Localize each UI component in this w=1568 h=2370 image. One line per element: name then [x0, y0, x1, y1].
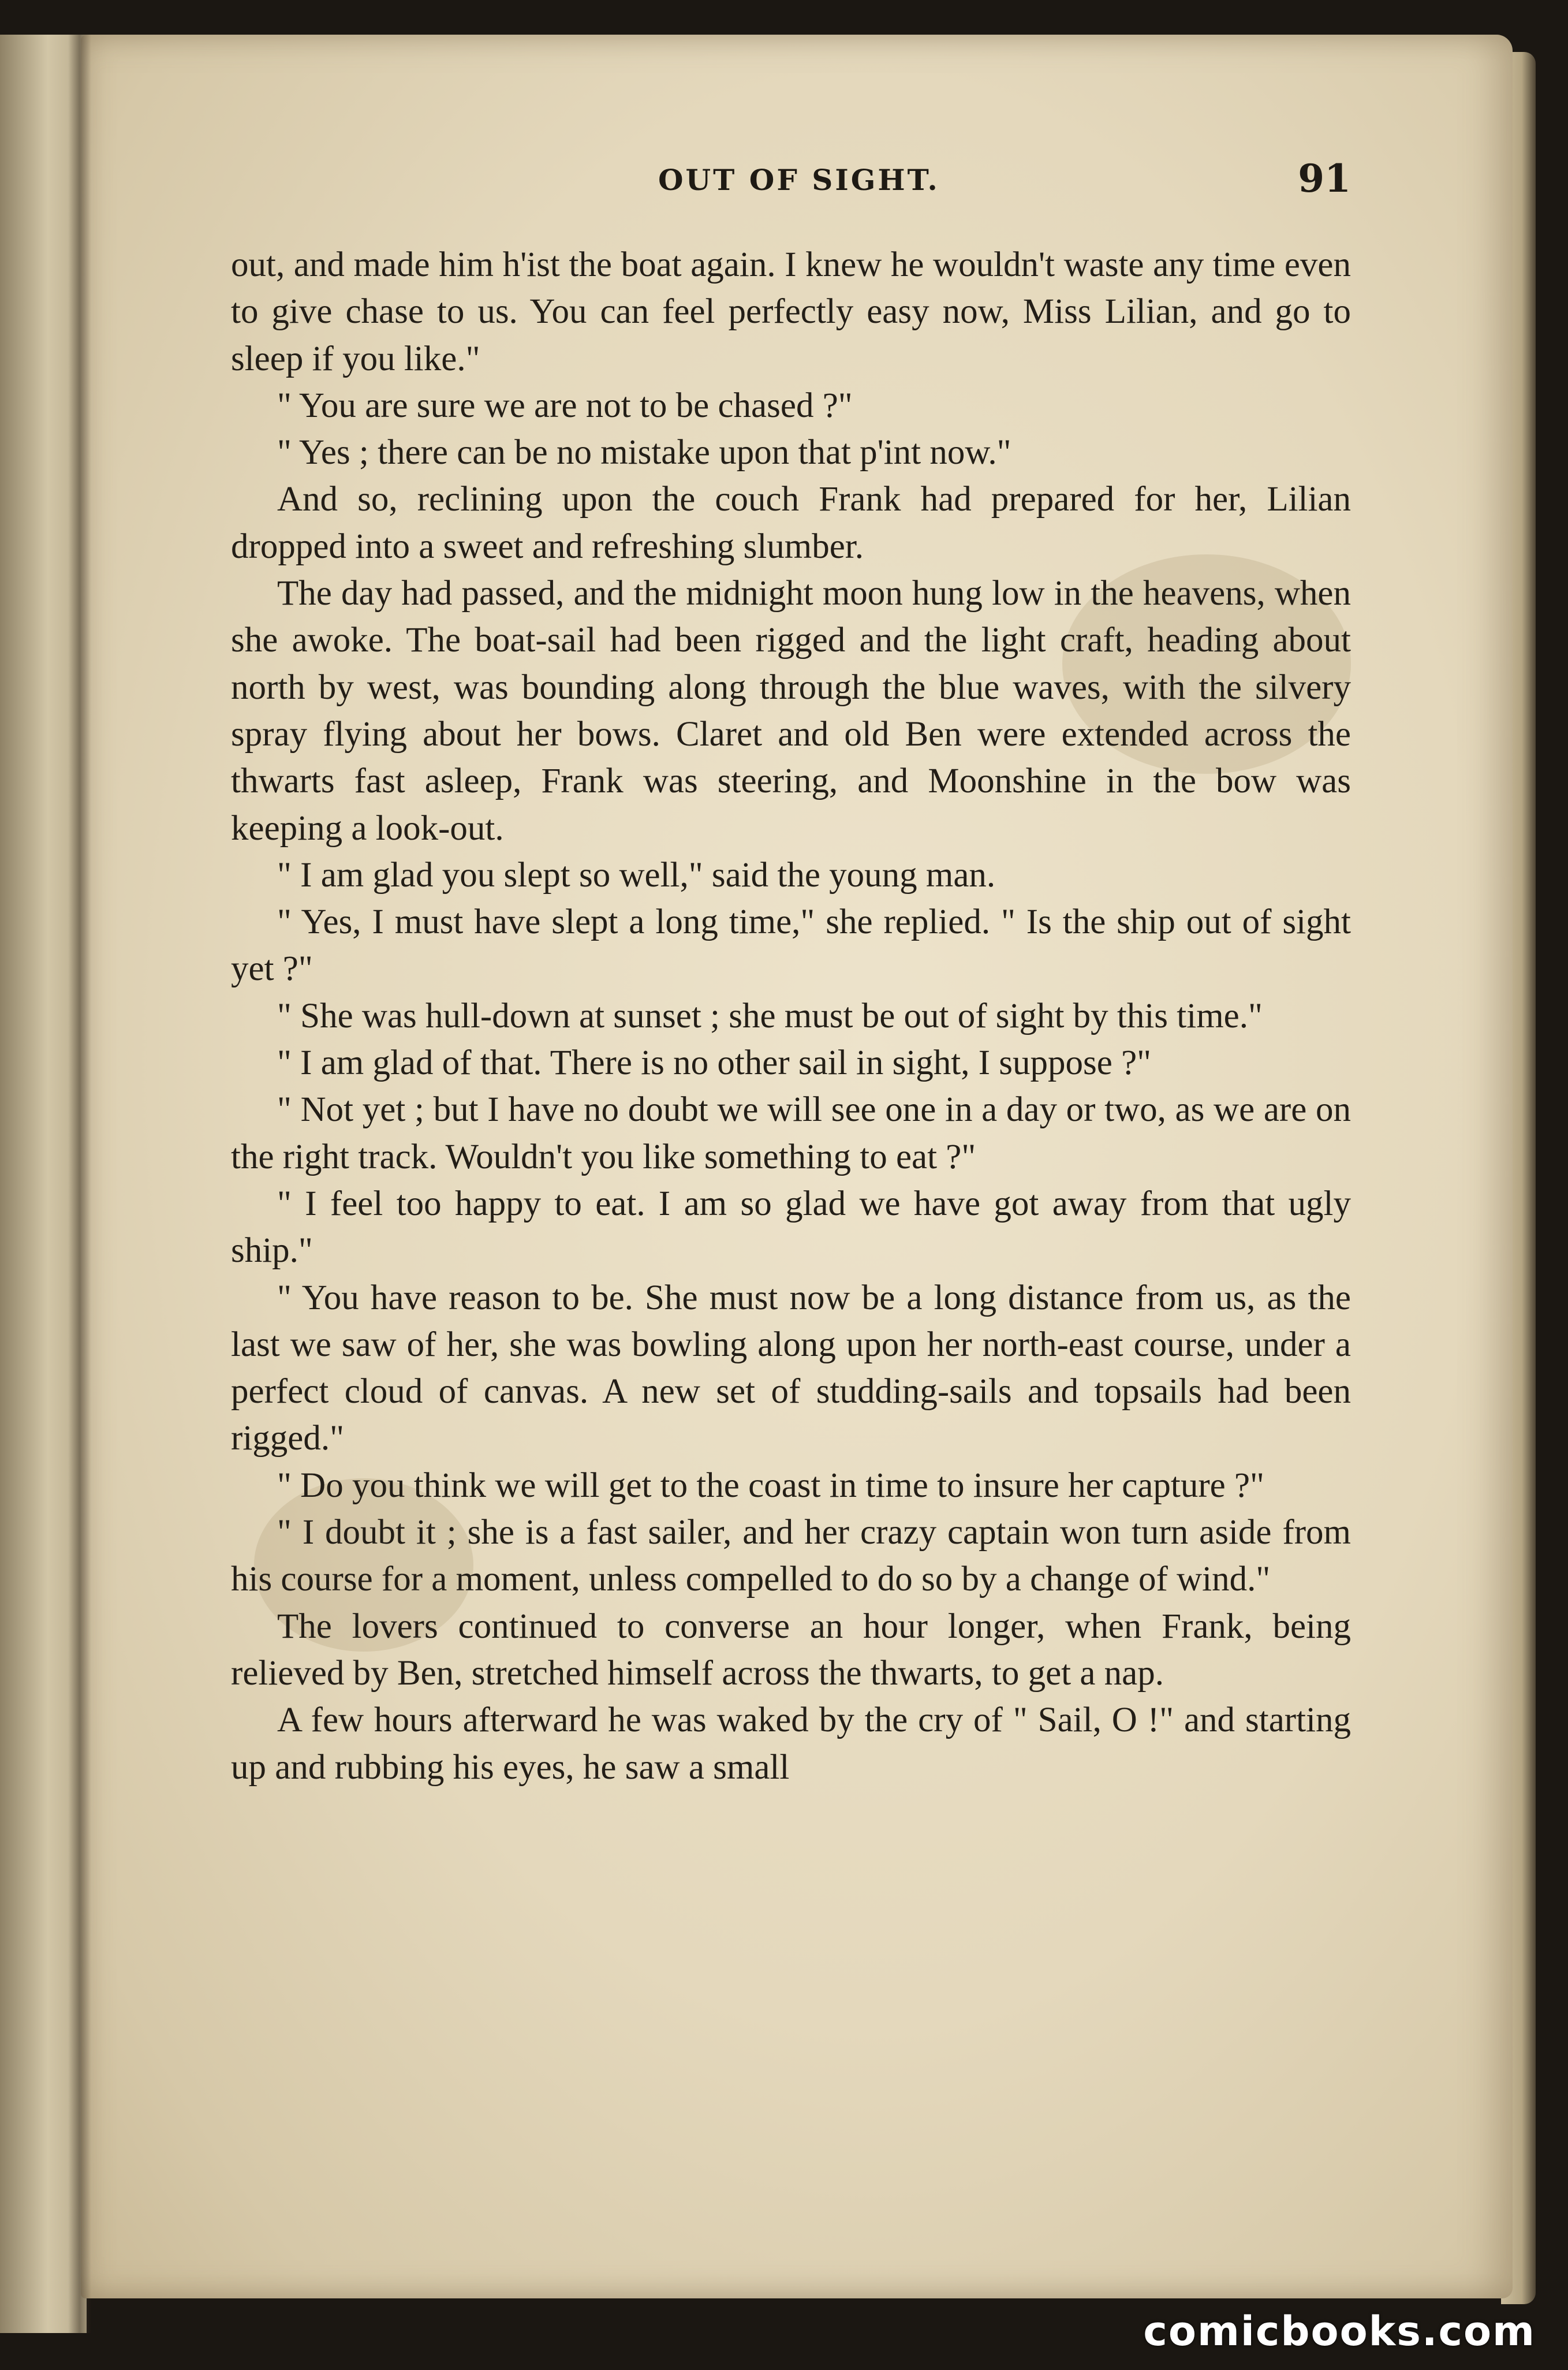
paragraph: out, and made him h'ist the boat again. I knew he wouldn't waste any time even to give chase to us. You can feel perfectly easy now, Miss Lilian, and go to sleep if you like." [231, 245, 1351, 378]
paragraph: A few hours afterward he was waked by the cry of " Sail, O !" and starting up and rubbing his eyes, he saw a small [231, 1701, 1351, 1787]
paragraph: And so, reclining upon the couch Frank had prepared for her, Lilian dropped into a sweet and refreshing slumber. [231, 480, 1351, 566]
running-head: OUT OF SIGHT. [658, 163, 940, 197]
paragraph: " I feel too happy to eat. I am so glad we have got away from that ugly ship." [231, 1184, 1351, 1270]
paragraph: " She was hull-down at sunset ; she must be out of sight by this time." [277, 996, 1263, 1035]
paragraph: " Yes ; there can be no mistake upon that p'int now." [277, 433, 1011, 472]
page-header [231, 156, 1351, 208]
paragraph: " You have reason to be. She must now be a long distance from us, as the last we saw of her, she was bowling along upon her north-east course, under a perfect cloud of canvas. A new set of studding-sails and topsails had been rigged." [231, 1278, 1351, 1458]
book-gutter [68, 35, 91, 2333]
body-text [231, 241, 1351, 1791]
paragraph: " Not yet ; but I have no doubt we will see one in a day or two, as we are on the right track. Wouldn't you like something to eat ?" [231, 1090, 1351, 1176]
paragraph: " I doubt it ; she is a fast sailer, and her crazy captain won turn aside from his course for a moment, unless compelled to do so by a change of wind." [231, 1513, 1351, 1599]
paragraph: " You are sure we are not to be chased ?" [277, 386, 853, 425]
paragraph: The lovers continued to converse an hour longer, when Frank, being relieved by Ben, stretched himself across the thwarts, to get a nap. [231, 1607, 1351, 1693]
page-number: 91 [1298, 156, 1351, 201]
paragraph: " Do you think we will get to the coast in time to insure her capture ?" [277, 1466, 1264, 1505]
paragraph: The day had passed, and the midnight moon hung low in the heavens, when she awoke. The boat-sail had been rigged and the light craft, heading about north by west, was bounding along through the blue waves, with the silvery spray flying about her bows. Claret and old Ben were extended across the thwarts fast asleep, Frank was steering, and Moonshine in the bow was keeping a look-out. [231, 574, 1351, 848]
paragraph: " I am glad of that. There is no other sail in sight, I suppose ?" [277, 1044, 1152, 1083]
paragraph: " Yes, I must have slept a long time," she replied. " Is the ship out of sight yet ?" [231, 903, 1351, 989]
paragraph: " I am glad you slept so well," said the young man. [277, 855, 996, 895]
watermark: comicbooks.com [1143, 2308, 1536, 2355]
